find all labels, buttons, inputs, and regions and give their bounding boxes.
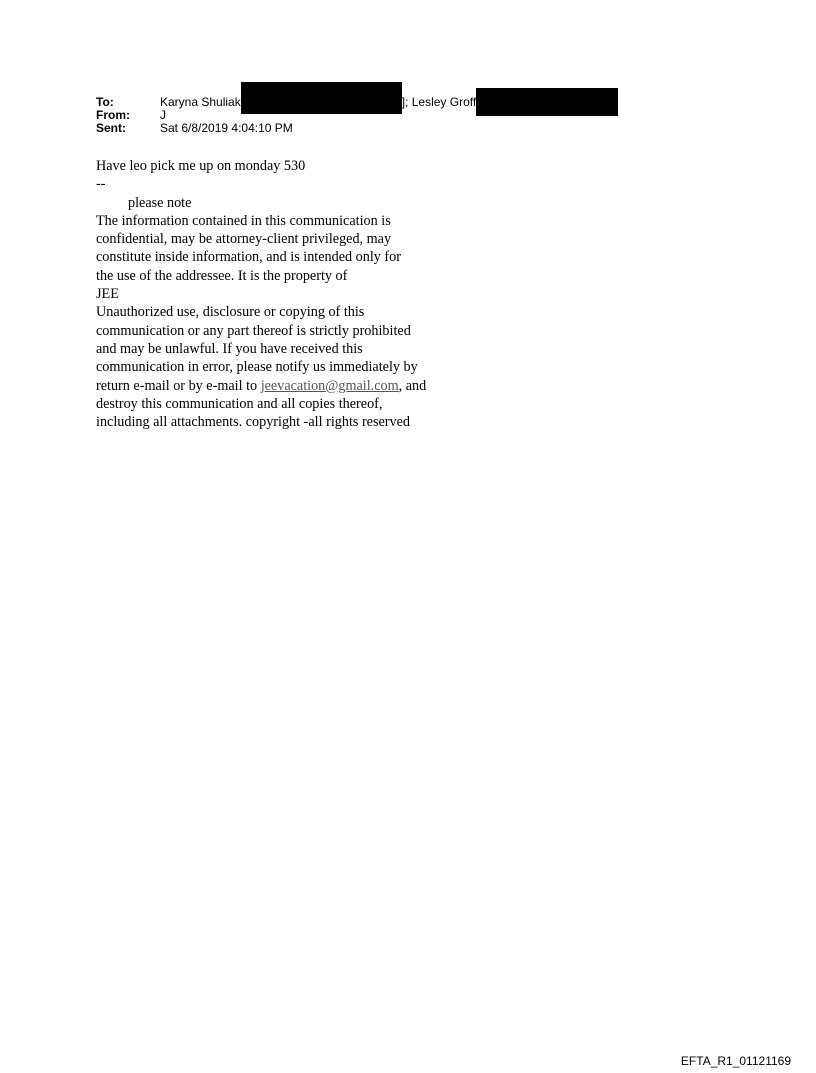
disclaimer-line: destroy this communication and all copies thereof, [96,395,383,412]
to-recipient-1: Karyna Shuliak [160,95,241,109]
email-link[interactable]: jeevacation@gmail.com [260,377,399,394]
disclaimer-line: including all attachments. copyright -all rights reserved [96,414,411,431]
sent-row [96,122,618,135]
sent-label: Sent: [96,121,126,135]
note-heading: please note [128,194,192,211]
from-label: From: [96,108,130,122]
redaction-block [476,88,618,116]
email-header [96,96,618,135]
disclaimer-line: the use of the addressee. It is the property of [96,267,348,284]
document-id: EFTA_R1_01121169 [680,1054,791,1068]
disclaimer-line: The information contained in this communication is [96,212,391,229]
disclaimer-line: communication or any part thereof is strictly prohibited [96,322,411,339]
disclaimer-line: JEE [96,286,119,303]
email-body [96,157,516,431]
disclaimer-line: and may be unlawful. If you have received this [96,340,363,357]
disclaimer-line: confidential, may be attorney-client privileged, may [96,231,392,248]
return-suffix: , and [398,377,427,394]
from-value: J [160,108,166,122]
message-text: Have leo pick me up on monday 530 [96,158,306,174]
to-label: To: [96,95,114,109]
disclaimer-return-line [96,377,516,395]
to-row [96,96,618,109]
signature-separator: -- [96,176,106,193]
to-recipient-2: ]; Lesley Groff [401,95,477,109]
disclaimer-line: Unauthorized use, disclosure or copying of this [96,304,365,321]
redaction-block [241,82,402,114]
sent-value: Sat 6/8/2019 4:04:10 PM [160,121,293,135]
return-prefix: return e-mail or by e-mail to [96,377,261,394]
disclaimer-line: communication in error, please notify us immediately by [96,359,418,376]
disclaimer-line: constitute inside information, and is intended only for [96,249,401,266]
